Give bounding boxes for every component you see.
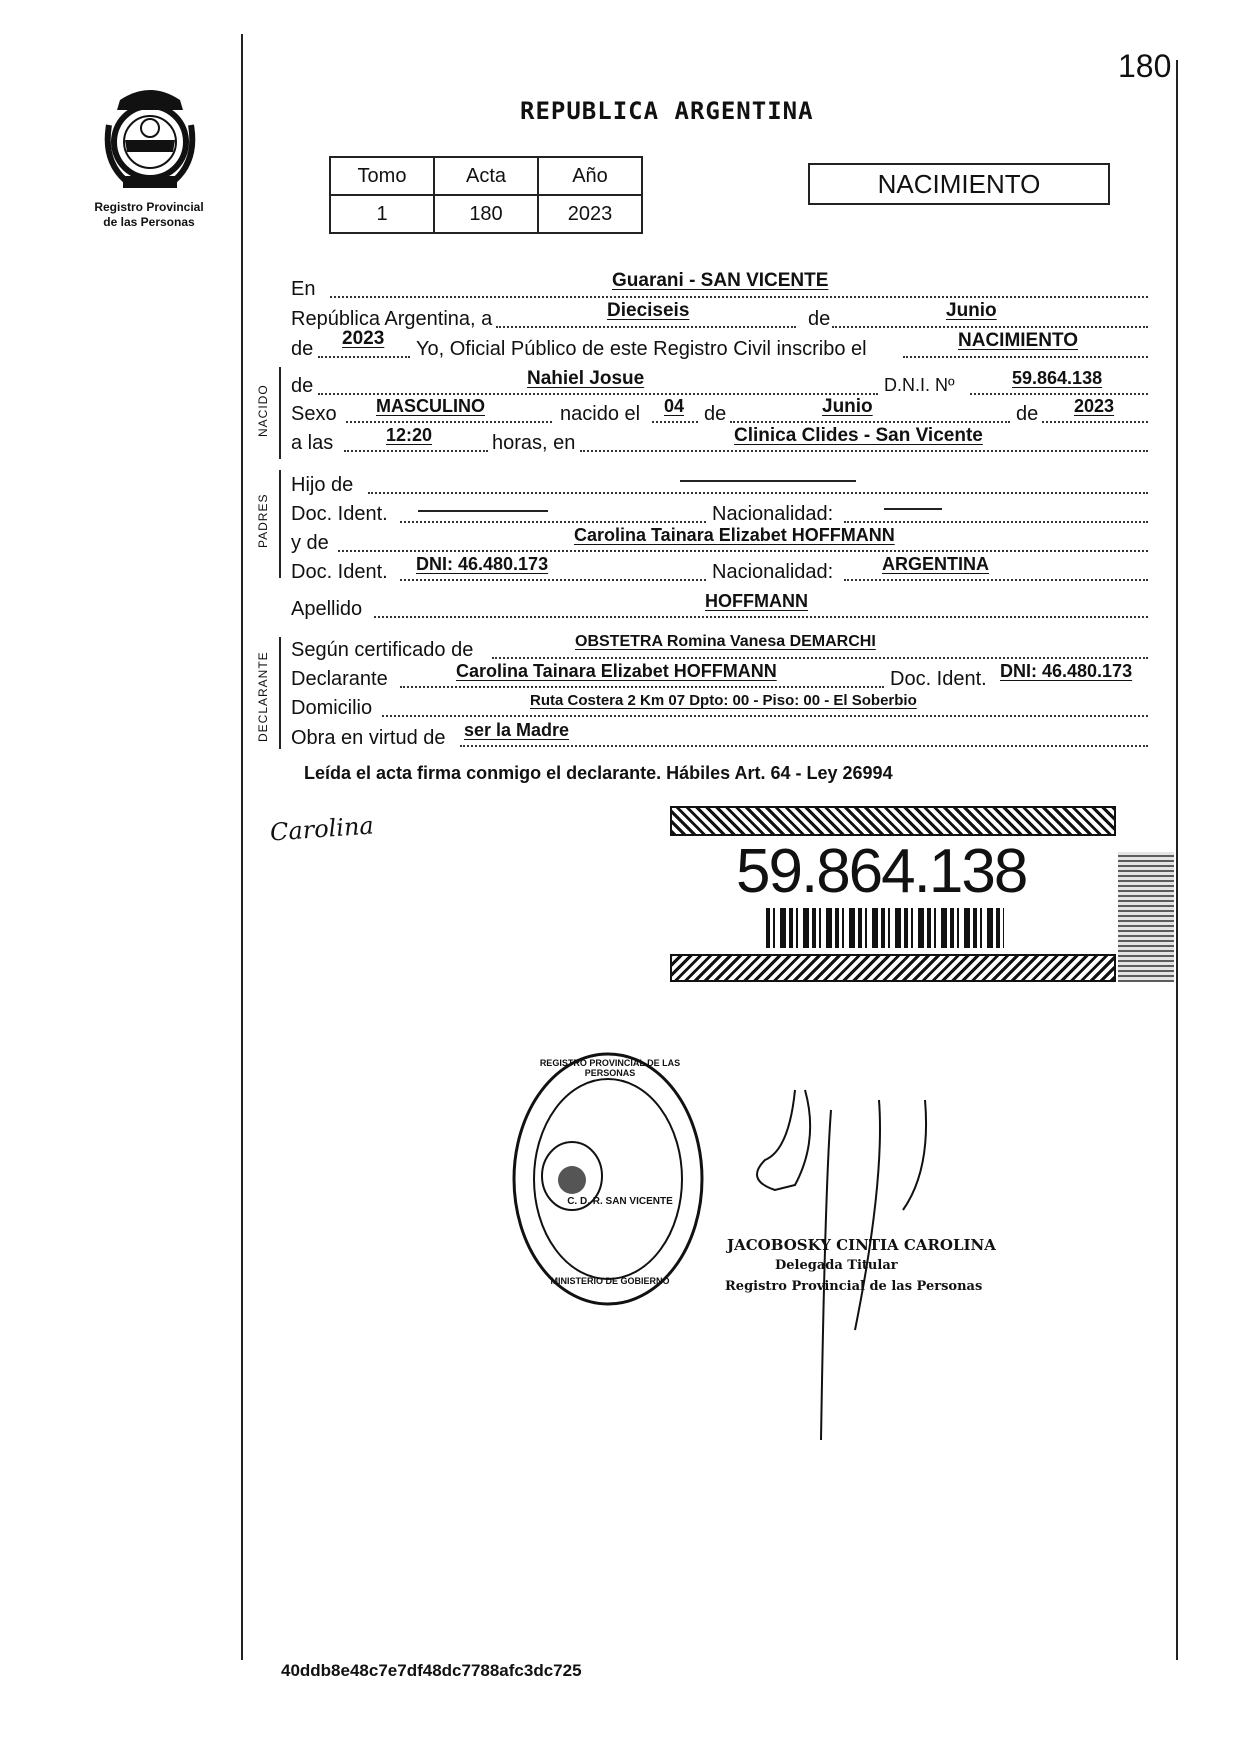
label-declarante: Declarante (291, 668, 388, 690)
id-sticker (670, 806, 1116, 982)
declarant-signature: Carolina (269, 811, 375, 847)
value-mes-nac: Junio (822, 396, 873, 417)
padres-bar (279, 470, 281, 578)
value-declarante: Carolina Tainara Elizabet HOFFMANN (456, 661, 777, 681)
dots-nombre (318, 393, 878, 395)
dots-mes (832, 326, 1148, 328)
label-de-start: de (291, 338, 314, 360)
value-declarante-doc: DNI: 46.480.173 (1000, 661, 1133, 681)
declarante-bar (279, 637, 281, 749)
value-hora: 12:20 (386, 425, 433, 445)
value-dni: 59.864.138 (1012, 368, 1103, 388)
dots-nac-2 (844, 579, 1148, 581)
sticker-pattern-top (670, 806, 1116, 836)
label-horas: horas, en (492, 432, 576, 454)
label-en: En (291, 278, 316, 300)
value-tomo: 1 (330, 195, 434, 233)
record-type-box: NACIMIENTO (808, 163, 1110, 205)
province-logo (95, 80, 205, 195)
value-anio: 2023 (538, 195, 642, 233)
value-apellido: HOFFMANN (705, 591, 808, 611)
dots-doc-2 (400, 579, 706, 581)
official-name: JACOBOSKY CINTIA CAROLINA (727, 1236, 996, 1254)
value-mes: Junio (946, 300, 997, 321)
dots-dia (652, 421, 698, 423)
struck-line-doc-1 (418, 510, 548, 512)
dots-tipo (903, 356, 1148, 358)
seal-icon (510, 1050, 706, 1308)
label-doc-ident-1: Doc. Ident. (291, 503, 388, 525)
seal-bottom-text: MINISTERIO DE GOBIERNO (550, 1276, 670, 1286)
value-anio-nac: 2023 (1074, 396, 1115, 416)
page-number: 180 (1118, 48, 1172, 84)
label-de-mid: de (808, 308, 831, 330)
value-madre-doc: DNI: 46.480.173 (416, 554, 549, 574)
label-a-las: a las (291, 432, 334, 454)
label-de-mes: de (704, 403, 727, 425)
dots-republica (496, 326, 796, 328)
struck-line-padre (680, 480, 856, 482)
value-sexo: MASCULINO (376, 396, 485, 416)
logo-caption-1: Registro Provincial (94, 200, 204, 214)
label-domicilio: Domicilio (291, 697, 373, 719)
label-yo: Yo, Oficial Público de este Registro Civil inscribo el (416, 338, 867, 360)
document-title: REPUBLICA ARGENTINA (520, 97, 814, 125)
dots-dni (970, 393, 1148, 395)
closing-statement: Leída el acta firma conmigo el declarante. Hábiles Art. 64 - Ley 26994 (304, 763, 893, 783)
label-doc-ident-2: Doc. Ident. (291, 561, 388, 583)
register-table (329, 156, 643, 234)
label-de-anio: de (1016, 403, 1039, 425)
label-apellido: Apellido (291, 598, 363, 620)
right-margin-line (1176, 60, 1178, 1660)
label-segun: Según certificado de (291, 639, 474, 661)
nacido-bar (279, 367, 281, 459)
value-acta: 180 (434, 195, 538, 233)
value-madre: Carolina Tainara Elizabet HOFFMANN (574, 525, 895, 545)
value-nombre: Nahiel Josue (527, 368, 645, 389)
official-office: Registro Provincial de las Personas (725, 1279, 983, 1294)
label-nacido-de: de (291, 375, 314, 397)
dots-en (330, 296, 1148, 298)
dots-sexo (346, 421, 552, 423)
dots-mes-nac (730, 421, 1010, 423)
logo-caption-2: de las Personas (103, 215, 195, 229)
value-obra: ser la Madre (464, 720, 570, 740)
value-dia-letras: Dieciseis (607, 300, 690, 321)
value-lugar: Guarani - SAN VICENTE (612, 270, 829, 291)
sticker-id-number: 59.864.138 (736, 837, 1027, 906)
label-republica: República Argentina, a (291, 308, 493, 330)
label-dni: D.N.I. Nº (884, 375, 955, 395)
dots-hijo-de (368, 492, 1148, 494)
side-label-nacido: NACIDO (256, 384, 270, 437)
dots-anio-nac (1042, 421, 1148, 423)
header-anio: Año (538, 157, 642, 195)
sticker-barcode (766, 908, 1004, 948)
header-acta: Acta (434, 157, 538, 195)
left-margin-line (241, 34, 243, 1660)
dots-domicilio (382, 715, 1148, 717)
sticker-pattern-bottom (670, 954, 1116, 982)
label-nacionalidad-1: Nacionalidad: (712, 503, 834, 525)
label-hijo-de: Hijo de (291, 474, 354, 496)
dots-segun (492, 657, 1148, 659)
value-domicilio: Ruta Costera 2 Km 07 Dpto: 00 - Piso: 00 - El Soberbio (530, 692, 917, 709)
dots-lugar-nac (580, 450, 1148, 452)
dots-nac-1 (844, 521, 1148, 523)
dots-hora (344, 450, 488, 452)
value-lugar-nac: Clinica Clides - San Vicente (734, 425, 983, 446)
side-label-declarante: DECLARANTE (256, 651, 270, 742)
seal-outer-text: REGISTRO PROVINCIAL DE LAS PERSONAS (539, 1058, 681, 1078)
label-nacido-el: nacido el (560, 403, 641, 425)
value-anio-text: 2023 (342, 328, 385, 349)
dots-apellido (374, 616, 1148, 618)
label-sexo: Sexo (291, 403, 337, 425)
dots-obra (460, 745, 1148, 747)
value-madre-nac: ARGENTINA (882, 554, 989, 574)
official-role: Delegada Titular (775, 1258, 898, 1273)
label-obra: Obra en virtud de (291, 727, 446, 749)
label-doc-ident-3: Doc. Ident. (890, 668, 987, 690)
document-hash: 40ddb8e48c7e7df48dc7788afc3dc725 (281, 1661, 582, 1680)
value-tipo: NACIMIENTO (958, 330, 1078, 351)
value-certificado: OBSTETRA Romina Vanesa DEMARCHI (575, 633, 876, 650)
struck-line-nac-1 (884, 508, 942, 510)
seal-inner-text: C. D. R. SAN VICENTE (567, 1196, 673, 1207)
value-dia: 04 (664, 396, 685, 416)
coat-of-arms-icon (95, 80, 205, 195)
dots-declarante (400, 686, 884, 688)
dots-doc-1 (400, 521, 706, 523)
sticker-side-seal (1118, 852, 1174, 982)
dots-madre (338, 550, 1148, 552)
dots-anio (318, 356, 410, 358)
label-y-de: y de (291, 532, 329, 554)
header-tomo: Tomo (330, 157, 434, 195)
side-label-padres: PADRES (256, 493, 270, 548)
official-seal (510, 1050, 706, 1308)
label-nacionalidad-2: Nacionalidad: (712, 561, 834, 583)
